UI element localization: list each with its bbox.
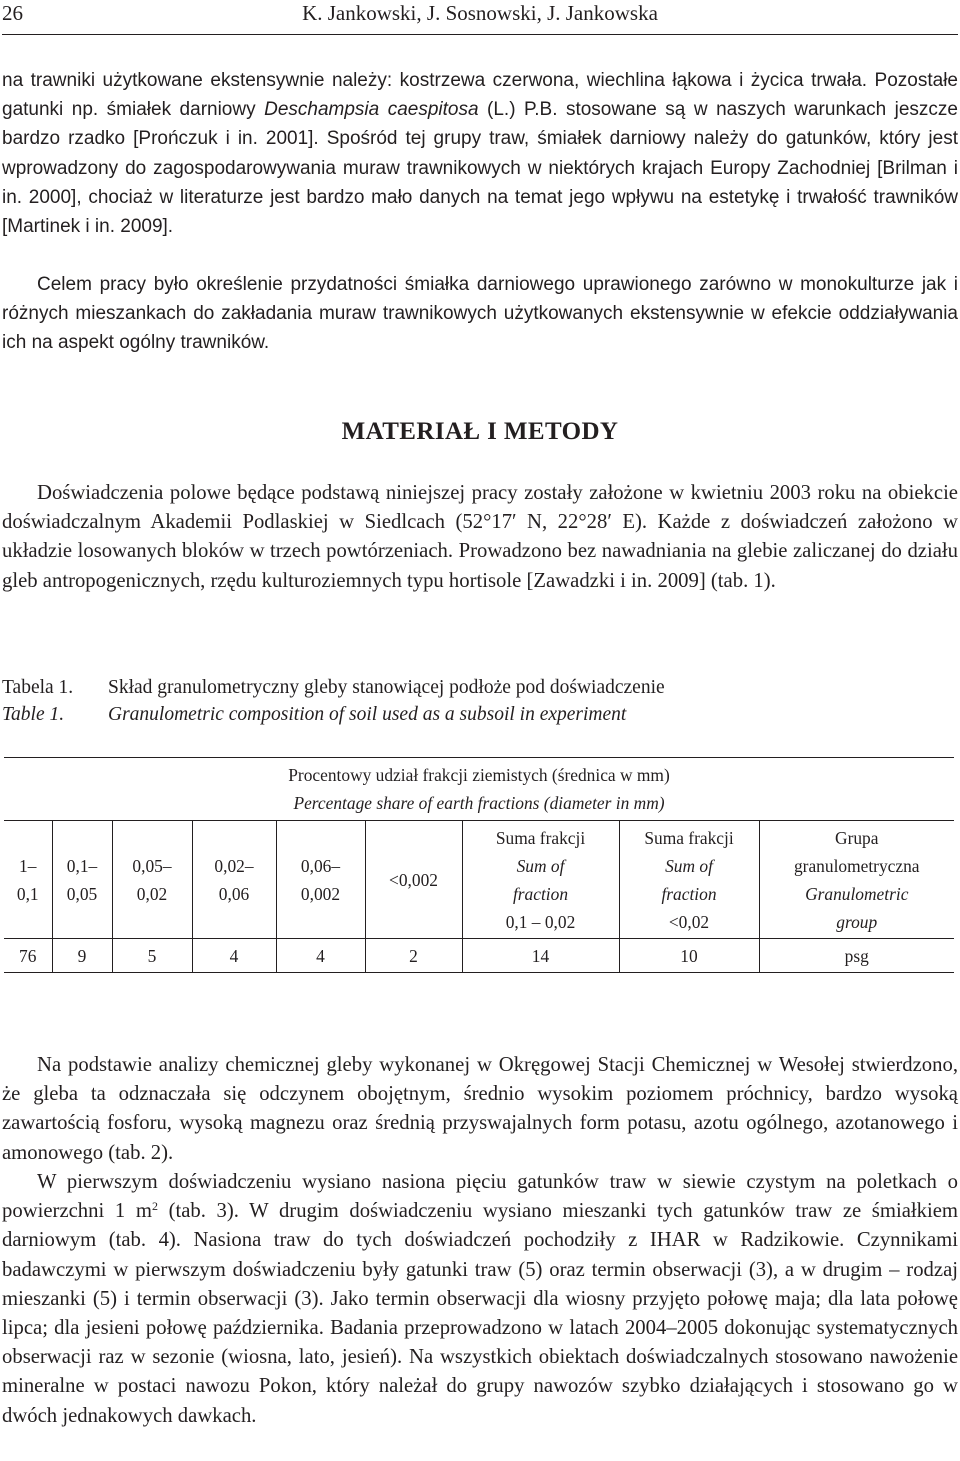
table-cell: 5 [112,939,192,973]
table-cell: 76 [4,939,52,973]
running-title: K. Jankowski, J. Sosnowski, J. Jankowska [302,1,658,25]
intro-text-b: (L.) P.B. stosowane są w naszych warunkach jeszcze bardzo rzadko [Prończuk i in. 2001]. Spośród tej grupy traw, śmiałek darniowy należy do gatunków, który jest wprowadzony do zagospodarowywania muraw trawnikowych w niektórych krajach Europy Zachodniej [Brilman i in. 2000], chociaż w literaturze jest bardzo mało danych na temat jego wpływu na estetykę i trwałość trawników [Martinek i in. 2009]. [2,99,958,238]
table-cell: psg [759,939,954,973]
col-header-2: 0,1– 0,05 [52,821,112,939]
intro-paragraph-2: Celem pracy było określenie przydatności śmiałka darniowego uprawionego zarówno w monokulturze jak i różnych mieszankach do zakładania muraw trawnikowych użytkowanych ekstensywnie w efekcie oddziaływania ich na aspekt ogólny trawników. [2,274,958,354]
methods-p3-text-a: W pierwszym doświadczeniu wysiano nasiona pięciu gatunków traw w siewie czystym na poletkach o powierzchni 1 m [2,1171,958,1223]
table-cell: 14 [462,939,619,973]
table-cell: 9 [52,939,112,973]
span-header-en: Percentage share of earth fractions (diameter in mm) [293,793,665,813]
header-rule [2,34,958,35]
soil-composition-table [4,757,954,973]
running-header [2,0,958,26]
methods-paragraph-3 [2,1168,958,1431]
page-number: 26 [2,1,23,25]
species-name: Deschampsia caespitosa [264,99,479,121]
col-header-7: Suma frakcji Sum of fraction 0,1 – 0,02 [462,821,619,939]
col-header-4: 0,02– 0,06 [192,821,276,939]
table-title-pl: Skład granulometryczny gleby stanowiącej podłoże pod doświadczenie [108,677,665,698]
col-header-6: <0,002 [365,821,462,939]
table-cell: 4 [276,939,365,973]
table-title-en: Granulometric composition of soil used as a subsoil in experiment [108,704,627,725]
section-heading: MATERIAŁ I METODY [341,418,619,445]
methods-paragraph-2: Na podstawie analizy chemicznej gleby wykonanej w Okręgowej Stacji Chemicznej w Wesołej stwierdzono, że gleba ta odznaczała się odczynem obojętnym, średnio wysokim poziomem próchnicy, bardzo wysoką zawartością fosforu, wysoką magnezu oraz średnią przyswajalnych form potasu, azotu ogólnego, azotanowego i amonowego (tab. 2). [2,1054,958,1164]
methods-paragraph-1: Doświadczenia polowe będące podstawą niniejszej pracy zostały założone w kwietniu 2003 roku na obiekcie doświadczalnym Akademii Podlaskiej w Siedlcach (52°17′ N, 22°28′ E). Każde z doświadczeń założono w układzie losowanych bloków w trzech powtórzeniach. Prowadzono bez nawadniania na glebie zaliczanej do działu gleb antropogenicznych, rzędu kulturoziemnych typu hortisole [Zawadzki i in. 2009] (tab. 1). [2,482,958,592]
col-header-3: 0,05– 0,02 [112,821,192,939]
intro-text-a: na trawniki użytkowane ekstensywnie należy: kostrzewa czerwona, wiechlina łąkowa i życica trwała. Pozostałe gatunki np. śmiałek darniowy [2,70,958,121]
table-label-pl: Tabela 1. [2,677,74,698]
table-label-en: Table 1. [2,704,65,725]
table-cell: 2 [365,939,462,973]
col-header-8: Suma frakcji Sum of fraction <0,02 [619,821,759,939]
col-header-1: 1– 0,1 [4,821,52,939]
fraction-span-header [4,758,954,821]
table-cell: 4 [192,939,276,973]
superscript: 2 [151,1199,158,1214]
table-cell: 10 [619,939,759,973]
span-header-pl: Procentowy udział frakcji ziemistych (średnica w mm) [288,765,670,785]
col-header-9: Grupa granulometryczna Granulometric group [759,821,954,939]
table-row [4,939,954,973]
col-header-5: 0,06– 0,002 [276,821,365,939]
intro-paragraph-1 [2,66,958,241]
methods-p3-text-b: (tab. 3). W drugim doświadczeniu wysiano mieszanki tych gatunków traw ze śmiałkiem darniowym (tab. 4). Nasiona traw do tych doświadczeń pochodziły z IHAR w Radzikowie. Czynnikami badawczymi w pierwszym doświadczeniu były gatunki traw (5) oraz termin obserwacji (3), a w drugim – rodzaj mieszanki (5) i termin obserwacji (3). Jako termin obserwacji dla wiosny przyjęto połowę maja; dla lata połowę lipca; dla jesieni połowę października. Badania przeprowadzono w latach 2004–2005 dokonując systematycznych obserwacji raz w sezonie (wiosna, lato, jesień). Na wszystkich obiektach doświadczalnych stosowano nawożenie mineralne w postaci nawozu Pokon, który należał do grupy nawozów szybko działających i stosowano go w dwóch jednakowych dawkach. [2,1200,958,1427]
